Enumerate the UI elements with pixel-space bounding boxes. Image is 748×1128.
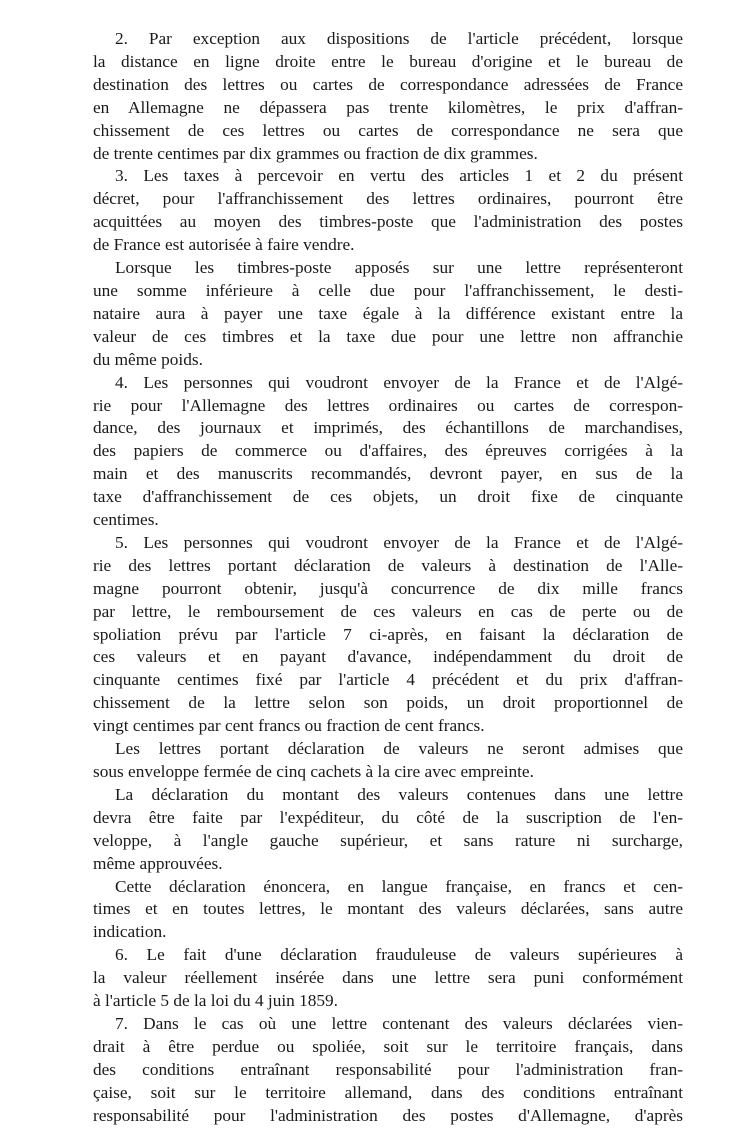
text-line: dance, des journaux et imprimés, des échantillons de marchandises,	[93, 418, 683, 438]
text-line: de France est autorisée à faire vendre.	[93, 235, 355, 255]
paragraph-art-5b	[93, 738, 683, 784]
text-line: Cette déclaration énoncera, en langue française, en francs et cen-	[115, 876, 683, 896]
text-line: la distance en ligne droite entre le bureau d'origine et le bureau de	[93, 51, 683, 71]
text-line: devra être faite par l'expéditeur, du côté de la suscription de l'en-	[93, 807, 683, 827]
text-line: destination des lettres ou cartes de correspondance adressées de France	[93, 74, 683, 94]
text-line: veloppe, à l'angle gauche supérieur, et sans rature ni surcharge,	[93, 830, 683, 850]
text-line: des conditions entraînant responsabilité pour l'administration fran-	[93, 1059, 683, 1079]
text-line: Les lettres portant déclaration de valeurs ne seront admises que	[115, 739, 683, 759]
text-line: chissement de ces lettres ou cartes de correspondance ne sera que	[93, 120, 683, 140]
text-line: drait à être perdue ou spoliée, soit sur le territoire français, dans	[93, 1036, 683, 1056]
text-line: des papiers de commerce ou d'affaires, des épreuves corrigées à la	[93, 441, 683, 461]
text-line: décret, pour l'affranchissement des lettres ordinaires, pourront être	[93, 189, 683, 209]
text-line: vingt centimes par cent francs ou fraction de cent francs.	[93, 716, 485, 736]
text-line: spoliation prévu par l'article 7 ci-après, en faisant la déclaration de	[93, 624, 683, 644]
text-line: valeur de ces timbres et la taxe due pour une lettre non affranchie	[93, 326, 683, 346]
text-line: acquittées au moyen des timbres-poste que l'administration des postes	[93, 212, 683, 232]
text-line: rie pour l'Allemagne des lettres ordinaires ou cartes de correspon-	[93, 395, 683, 415]
text-line: à l'article 5 de la loi du 4 juin 1859.	[93, 991, 338, 1011]
text-line: même approuvées.	[93, 853, 223, 873]
paragraph-art-3	[93, 165, 683, 257]
text-line: cinquante centimes fixé par l'article 4 précédent et du prix d'affran-	[93, 670, 683, 690]
text-line: centimes.	[93, 510, 159, 530]
text-line: 5. Les personnes qui voudront envoyer de la France et de l'Algé-	[115, 532, 683, 552]
text-line: du même poids.	[93, 349, 203, 369]
text-line: 7. Dans le cas où une lettre contenant des valeurs déclarées vien-	[115, 1013, 683, 1033]
text-line: chissement de la lettre selon son poids, un droit proportionnel de	[93, 693, 683, 713]
text-line: de trente centimes par dix grammes ou fraction de dix grammes.	[93, 143, 538, 163]
text-line: indication.	[93, 922, 167, 942]
text-line: La déclaration du montant des valeurs contenues dans une lettre	[115, 784, 683, 804]
document-page	[93, 28, 683, 1128]
paragraph-art-7	[93, 1013, 683, 1128]
text-line: ces valeurs et en payant d'avance, indépendamment du droit de	[93, 647, 683, 667]
paragraph-art-5	[93, 532, 683, 738]
text-line: en Allemagne ne dépassera pas trente kilomètres, le prix d'affran-	[93, 97, 683, 117]
text-line: rie des lettres portant déclaration de valeurs à destination de l'Alle-	[93, 555, 683, 575]
text-line: Lorsque les timbres-poste apposés sur une lettre représenteront	[115, 258, 683, 278]
paragraph-art-6	[93, 944, 683, 1013]
paragraph-art-5c	[93, 784, 683, 876]
text-line: main et des manuscrits recommandés, devront payer, en sus de la	[93, 464, 683, 484]
text-line: 2. Par exception aux dispositions de l'article précédent, lorsque	[115, 29, 683, 48]
text-line: times et en toutes lettres, le montant des valeurs déclarées, sans autre	[93, 899, 683, 919]
text-line: la valeur réellement insérée dans une lettre sera puni conformément	[93, 968, 683, 988]
text-line: magne pourront obtenir, jusqu'à concurrence de dix mille francs	[93, 578, 683, 598]
text-line: 4. Les personnes qui voudront envoyer de la France et de l'Algé-	[115, 372, 683, 392]
paragraph-art-4	[93, 372, 683, 532]
text-line: nataire aura à payer une taxe égale à la différence existant entre la	[93, 303, 683, 323]
paragraph-art-3b	[93, 257, 683, 372]
text-line: çaise, soit sur le territoire allemand, dans des conditions entraînant	[93, 1082, 683, 1102]
paragraph-art-5d	[93, 876, 683, 945]
text-line: taxe d'affranchissement de ces objets, un droit fixe de cinquante	[93, 487, 683, 507]
text-line: par lettre, le remboursement de ces valeurs en cas de perte ou de	[93, 601, 683, 621]
paragraph-art-2	[93, 28, 683, 165]
text-line: 3. Les taxes à percevoir en vertu des articles 1 et 2 du présent	[115, 166, 683, 186]
text-line: responsabilité pour l'administration des postes d'Allemagne, d'après	[93, 1105, 683, 1125]
text-line: une somme inférieure à celle due pour l'affranchissement, le desti-	[93, 280, 683, 300]
text-line: 6. Le fait d'une déclaration frauduleuse de valeurs supérieures à	[115, 945, 683, 965]
text-line: sous enveloppe fermée de cinq cachets à la cire avec empreinte.	[93, 762, 534, 781]
